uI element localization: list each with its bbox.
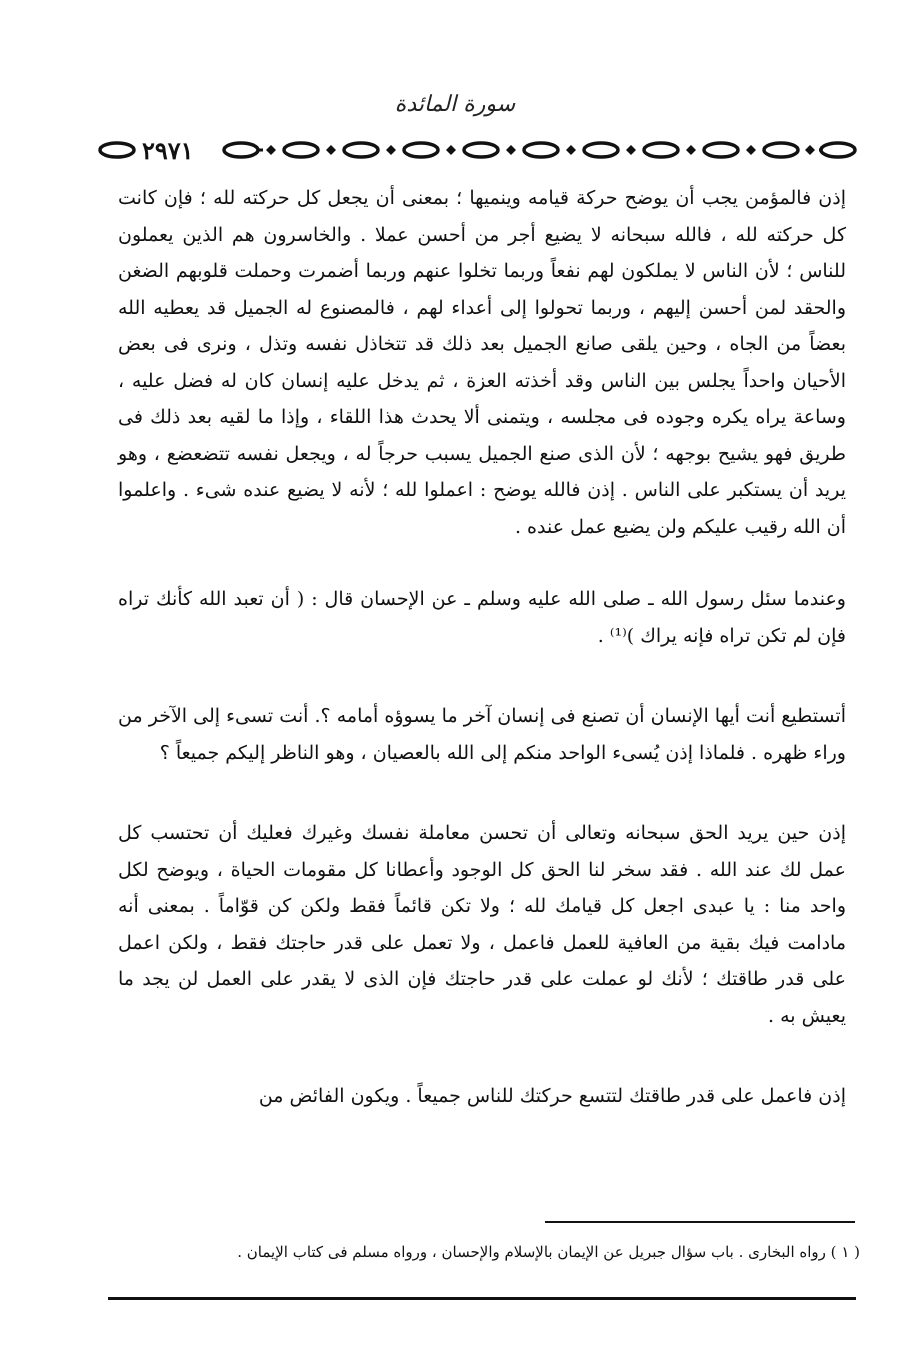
paragraph: إذن حين يريد الحق سبحانه وتعالى أن تحسن معاملة نفسك وغيرك فعليك أن تحتسب كل عمل لك عند الله . فقد سخر لنا الحق كل الوجود وأعطانا كل مقومات الحياة ، ويوضح لكل واحد منا : يا عبدى اجعل كل قيامك لله ؛ ولا تكن قائماً فقط ولكن كن قوّاماً . بمعنى أنه مادامت فيك بقية من العافية للعمل فاعمل ، ولا تعمل على قدر حاجتك فقط ، ولكن اعمل على قدر طاقتك ؛ لأنك لو عملت على قدر حاجتك فإن الذى لا يقدر على العمل لن يجد ما يعيش به . [118,822,847,1027]
page-number: ٢٩٧١ [138,136,198,165]
paragraph: أتستطيع أنت أيها الإنسان أن تصنع فى إنسان آخر ما يسوؤه أمامه ؟. أنت تسىء إلى الآخر من وراء ظهره . فلماذا إذن يُسىء الواحد منكم إلى الله بالعصيان ، وهو الناظر إليكم جميعاً ؟ [118,705,846,764]
paragraph: إذن فاعمل على قدر طاقتك لتتسع حركتك للناس جميعاً . ويكون الفائض من [258,1085,846,1107]
paragraph: وعندما سئل رسول الله ـ صلى الله عليه وسلم ـ عن الإحسان قال : ( أن تعبد الله كأنك تراه فإن لم تكن تراه فإنه يراك )⁽¹⁾ . [118,588,846,647]
surah-title: سورة المائدة [394,92,516,117]
header-ornament-border [95,132,860,168]
main-text [118,180,846,1159]
paragraph: إذن فالمؤمن يجب أن يوضح حركة قيامه وينميها ؛ بمعنى أن يجعل كل حركته لله ؛ فإن كانت كل حركته لله ، فالله سبحانه لا يضيع أجر من أحسن عملا . والخاسرون هم الذين يعملون للناس ؛ لأن الناس لا يملكون لهم نفعاً وربما تخلوا عنهم وربما أضمرت وحملت قلوبهم الضغن والحقد لمن أحسن إليهم ، وربما تحولوا إلى أعداء لهم ، فالمصنوع له الجميل قد يعطيه الله بعضاً من الجاه ، وحين يلقى صانع الجميل بعد ذلك قد تتخاذل نفسه وتذل ، ونرى فى بعض الأحيان واحداً يجلس بين الناس وقد أخذته العزة ، ثم يدخل عليه إنسان كان له فضل عليه ، وساعة يراه يكره وجوده فى مجلسه ، ويتمنى ألا يحدث هذا اللقاء ، وإذا ما لقيه بعد ذلك فى طريق فهو يشيح بوجهه ؛ لأن الذى صنع الجميل يسبب حرجاً له ، ويجعل نفسه تتضعضع ، وهو يريد أن يستكبر على الناس . إذن فالله يوضح : اعملوا لله ؛ لأنه لا يضيع عنده شىء . واعلموا أن الله رقيب عليكم ولن يضيع عمل عنده . [118,187,846,538]
footnote-divider [545,1221,855,1223]
page-bottom-rule [108,1297,856,1300]
footnote: ( ١ ) رواه البخارى . باب سؤال جبريل عن الإيمان بالإسلام والإحسان ، ورواه مسلم فى كتاب الإيمان . [237,1243,860,1261]
